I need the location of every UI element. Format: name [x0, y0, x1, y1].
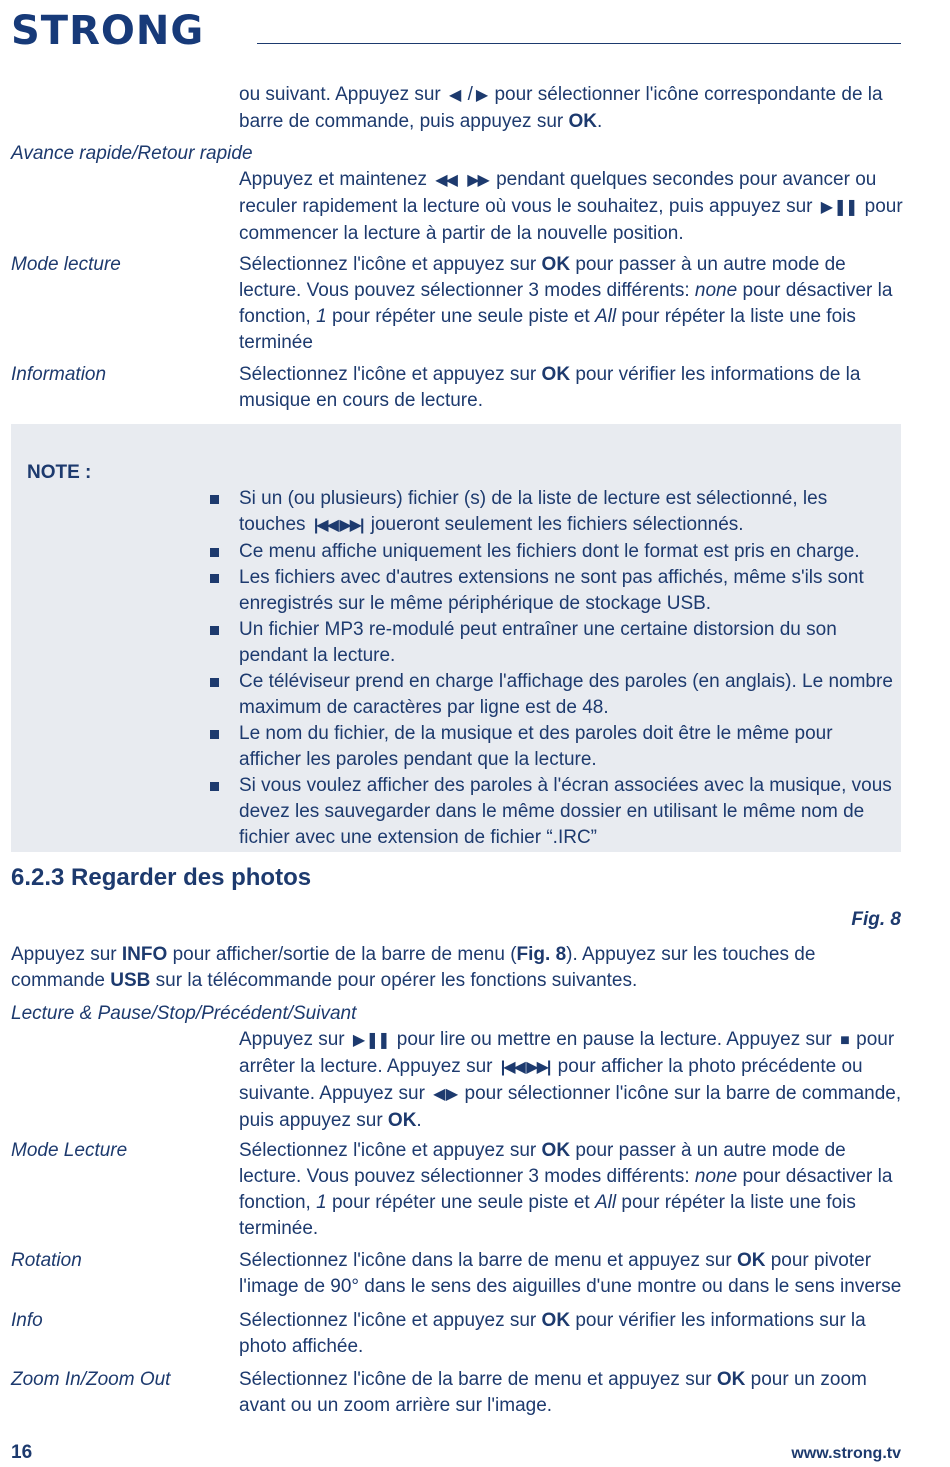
note-item: Si vous voulez afficher des paroles à l'écran associées avec la musique, vous devez les sauvegarder dans le même dossier en utilisant le même nom de fichier avec une extension de fichier “.IRC” — [11, 773, 901, 851]
page-number: 16 — [11, 1442, 33, 1463]
rotation-text: Sélectionnez l'icône dans la barre de menu et appuyez sur OK pour pivoter l'image de 90° dans le sens des aiguilles d'une montre ou dans le sens inverse — [239, 1250, 902, 1297]
bullet-square-icon — [210, 730, 219, 739]
mode-lecture-photo-text: Sélectionnez l'icône et appuyez sur OK pour passer à un autre mode de lecture. Vous pouvez sélectionner 3 modes différents: none pour désactiver la fonction, 1 pour répéter une seule piste et All pour répéter la liste une fois terminée. — [239, 1140, 893, 1239]
label-mode-lecture-photo: Mode Lecture — [11, 1140, 128, 1161]
rewind-icon: ◀◀ — [435, 172, 456, 189]
note-item: Ce téléviseur prend en charge l'affichage des paroles (en anglais). Le nombre maximum de caractères par ligne est de 48. — [11, 669, 901, 721]
info-text: Sélectionnez l'icône et appuyez sur OK pour vérifier les informations sur la photo affichée. — [239, 1310, 866, 1357]
label-mode-lecture: Mode lecture — [11, 254, 121, 275]
information-text: Sélectionnez l'icône et appuyez sur OK pour vérifier les informations de la musique en cours de lecture. — [239, 364, 861, 411]
label-info: Info — [11, 1310, 43, 1331]
prev-next-icon: |◀◀ ▶▶| — [500, 1059, 550, 1076]
bullet-square-icon — [210, 495, 219, 504]
left-arrow-icon: ◀ — [449, 87, 460, 104]
bullet-square-icon — [210, 574, 219, 583]
avance-rapide-text: Appuyez et maintenez ◀◀ ▶▶ pendant quelques secondes pour avancer ou reculer rapidement la lecture où vous le souhaitez, puis appuyez sur ▶ ❚❚ pour commencer la lecture à partir de la nouvelle position. — [239, 169, 903, 244]
continuation-paragraph: ou suivant. Appuyez sur ◀ / ▶ pour sélectionner l'icône correspondante de la barre de commande, puis appuyez sur OK. — [239, 84, 883, 132]
figure-reference: Fig. 8 — [851, 909, 901, 930]
note-item: Le nom du fichier, de la musique et des paroles doit être le même pour afficher les paroles pendant que la lecture. — [11, 721, 901, 773]
section-heading: 6.2.3 Regarder des photos — [11, 864, 312, 891]
bullet-square-icon — [210, 678, 219, 687]
label-lecture-pause: Lecture & Pause/Stop/Précédent/Suivant — [11, 1003, 357, 1024]
stop-icon: ■ — [840, 1032, 848, 1049]
label-information: Information — [11, 364, 107, 385]
mode-lecture-text: Sélectionnez l'icône et appuyez sur OK pour passer à un autre mode de lecture. Vous pouvez sélectionner 3 modes différents: none pour désactiver la fonction, 1 pour répéter une seule piste et All pour répéter la liste une fois terminée — [239, 254, 893, 353]
note-item: Ce menu affiche uniquement les fichiers dont le format est pris en charge. — [11, 539, 901, 565]
lecture-pause-text: Appuyez sur ▶ ❚❚ pour lire ou mettre en pause la lecture. Appuyez sur ■ pour arrêter la lecture. Appuyez sur |◀◀ ▶▶| pour afficher la photo précédente ou suivante. Appuyez sur ◀ ▶ pour sélectionner l'icône sur la barre de commande, puis appuyez sur OK. — [239, 1029, 902, 1131]
play-pause-icon: ▶ ❚❚ — [820, 199, 857, 216]
note-item: Les fichiers avec d'autres extensions ne sont pas affichés, même s'ils sont enregistrés sur le même périphérique de stockage USB. — [11, 565, 901, 617]
strong-logo: STRONG — [11, 8, 205, 54]
note-list — [11, 486, 901, 851]
note-item: Si un (ou plusieurs) fichier (s) de la liste de lecture est sélectionné, les touches |◀◀ ▶▶| joueront seulement les fichiers sélectionnés. — [11, 486, 901, 539]
note-item: Un fichier MP3 re-modulé peut entraîner une certaine distorsion du son pendant la lecture. — [11, 617, 901, 669]
label-avance-rapide: Avance rapide/Retour rapide — [11, 143, 253, 164]
note-title: NOTE : — [27, 462, 92, 483]
bullet-square-icon — [210, 548, 219, 557]
prev-next-icon: |◀◀ ▶▶| — [313, 517, 363, 534]
fast-forward-icon: ▶▶ — [467, 172, 488, 189]
footer-url: www.strong.tv — [791, 1445, 901, 1462]
right-arrow-icon: ▶ — [475, 87, 487, 104]
left-right-arrow-icon: ◀ ▶ — [433, 1086, 457, 1103]
play-pause-icon: ▶ ❚❚ — [352, 1032, 389, 1049]
bullet-square-icon — [210, 626, 219, 635]
zoom-text: Sélectionnez l'icône de la barre de menu et appuyez sur OK pour un zoom avant ou un zoom arrière sur l'image. — [239, 1369, 867, 1416]
label-rotation: Rotation — [11, 1250, 82, 1271]
note-box — [11, 424, 901, 852]
section-intro: Appuyez sur INFO pour afficher/sortie de la barre de menu (Fig. 8). Appuyez sur les touches de commande USB sur la télécommande pour opérer les fonctions suivantes. — [11, 944, 816, 991]
header-rule — [257, 43, 901, 44]
bullet-square-icon — [210, 782, 219, 791]
label-zoom: Zoom In/Zoom Out — [11, 1369, 171, 1390]
